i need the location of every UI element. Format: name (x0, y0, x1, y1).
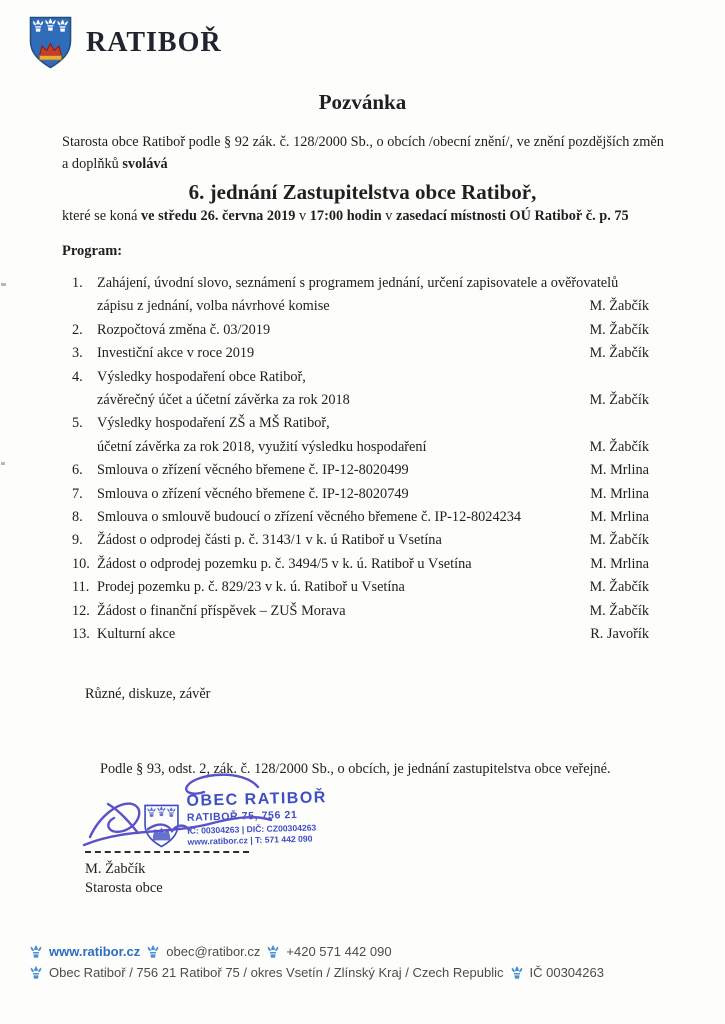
program-item-number: 9. (72, 532, 83, 549)
scan-artifact (1, 283, 6, 286)
program-row (62, 436, 649, 459)
intro-paragraph (62, 131, 664, 175)
program-item-presenter: M. Žabčík (589, 392, 649, 409)
scan-artifact (1, 462, 5, 465)
intro-text: Starosta obce Ratiboř podle § 92 zák. č. 128/2000 Sb., o obcích /obecní znění/, ve znění pozdějších změn a doplňků (62, 134, 664, 172)
footer-email: obec@ratibor.cz (166, 944, 261, 959)
program-item-text: Žádost o odprodej části p. č. 3143/1 v k. ú Ratiboř u Vsetína (97, 532, 442, 549)
program-item-presenter: R. Javořík (590, 626, 649, 643)
program-item-text: Smlouva o zřízení věcného břemene č. IP-12-8020749 (97, 485, 409, 502)
program-item-text: Výsledky hospodaření obce Ratiboř, (97, 368, 306, 385)
municipality-logo (28, 15, 222, 70)
signatory-name: M. Žabčík (85, 861, 146, 877)
program-item-presenter: M. Mrlina (590, 485, 649, 502)
program-row (62, 272, 649, 295)
program-row (62, 295, 649, 318)
program-item-presenter: M. Mrlina (590, 555, 649, 572)
program-item-text: Rozpočtová změna č. 03/2019 (97, 321, 271, 338)
program-row (62, 319, 649, 342)
lily-icon (267, 945, 279, 959)
program-item-number: 13. (72, 626, 90, 643)
program-item-presenter: M. Žabčík (589, 532, 649, 549)
program-item-text: Výsledky hospodaření ZŠ a MŠ Ratiboř, (97, 415, 330, 432)
program-item-text: Zahájení, úvodní slovo, seznámení s programem jednání, určení zapisovatele a ověřovatelů (97, 275, 619, 291)
program-item-number: 7. (72, 485, 83, 502)
program-item-text: zápisu z jednání, volba návrhové komise (97, 298, 330, 315)
footer-website: www.ratibor.cz (49, 944, 141, 959)
program-row (62, 483, 649, 506)
program-row (62, 600, 649, 623)
program-item-number: 4. (72, 368, 83, 385)
intro-bold: svolává (122, 156, 168, 172)
program-item-number: 8. (72, 509, 83, 526)
program-item-text: Žádost o finanční příspěvek – ZUŠ Morava (97, 602, 346, 619)
program-item-text: Smlouva o zřízení věcného břemene č. IP-12-8020499 (97, 462, 409, 479)
program-item-presenter: M. Mrlina (590, 462, 649, 479)
program-row (62, 342, 649, 365)
program-item-presenter: M. Mrlina (590, 509, 649, 526)
program-row (62, 576, 649, 599)
program-row (62, 412, 649, 435)
program-row (62, 529, 649, 552)
signatory-block (85, 860, 163, 898)
program-item-number: 6. (72, 462, 83, 479)
program-item-number: 3. (72, 345, 83, 362)
program-item-text: Kulturní akce (97, 626, 176, 643)
program-row (62, 623, 649, 646)
program-item-text: účetní závěrka za rok 2018, využití výsledku hospodaření (97, 438, 427, 455)
footer-address: Obec Ratiboř / 756 21 Ratiboř 75 / okres Vsetín / Zlínský Kraj / Czech Republic (49, 965, 504, 980)
meeting-when-line (62, 208, 664, 225)
lily-icon (147, 945, 159, 959)
when-sep2: v (381, 208, 396, 224)
program-item-presenter: M. Žabčík (589, 602, 649, 619)
signatory-role: Starosta obce (85, 880, 163, 896)
lily-icon (30, 945, 42, 959)
footer-ic: IČ 00304263 (529, 965, 604, 980)
program-item-number: 12. (72, 602, 90, 619)
program-closing: Různé, diskuze, závěr (85, 686, 211, 702)
when-prefix: které se koná (62, 208, 141, 224)
program-item-presenter: M. Žabčík (589, 345, 649, 362)
meeting-heading: 6. jednání Zastupitelstva obce Ratiboř, (188, 180, 537, 204)
when-place: zasedací místnosti OÚ Ratiboř č. p. 75 (395, 208, 629, 224)
program-item-presenter: M. Žabčík (589, 579, 649, 596)
footer-contact-row (30, 941, 604, 962)
logo-wordmark: RATIBOŘ (86, 26, 222, 58)
program-item-presenter: M. Žabčík (589, 321, 649, 338)
lily-icon (30, 966, 42, 980)
program-item-text: Žádost o odprodej pozemku p. č. 3494/5 v k. ú. Ratiboř u Vsetína (97, 555, 472, 572)
program-item-number: 11. (72, 579, 90, 596)
when-time: 17:00 hodin (309, 208, 382, 224)
footer-address-row (30, 962, 604, 983)
program-list (62, 272, 649, 647)
program-row (62, 553, 649, 576)
program-row (62, 459, 649, 482)
program-item-number: 5. (72, 415, 83, 432)
footer-phone: +420 571 442 090 (286, 944, 392, 959)
public-meeting-note: Podle § 93, odst. 2, zák. č. 128/2000 Sb., o obcích, je jednání zastupitelstva obce veřejné. (100, 761, 611, 777)
program-item-text: Smlouva o smlouvě budoucí o zřízení věcného břemene č. IP-12-8024234 (97, 509, 522, 526)
when-sep: v (295, 208, 310, 224)
stamp-contact: www.ratibor.cz | T: 571 442 090 (187, 833, 313, 847)
page-footer (30, 941, 604, 983)
stamp-and-signature (80, 779, 380, 869)
program-item-number: 1. (72, 275, 83, 291)
stamp-municipality: OBEC RATIBOŘ (186, 789, 328, 810)
handwritten-signature (68, 773, 338, 863)
program-item-number: 2. (72, 321, 83, 338)
when-date: ve středu 26. června 2019 (141, 208, 296, 224)
document-title: Pozvánka (318, 90, 407, 114)
program-item-text: závěrečný účet a účetní závěrka za rok 2018 (97, 392, 350, 409)
lily-icon (511, 966, 523, 980)
program-item-presenter: M. Žabčík (589, 438, 649, 455)
stamp-address: RATIBOŘ 75, 756 21 (186, 808, 298, 824)
coat-of-arms-icon (28, 15, 73, 70)
program-item-presenter: M. Žabčík (589, 298, 649, 315)
program-label: Program: (62, 243, 123, 259)
program-item-text: Prodej pozemku p. č. 829/23 v k. ú. Ratiboř u Vsetína (97, 579, 405, 596)
stamp-ids: IČ: 00304263 | DIČ: CZ00304263 (187, 821, 317, 836)
program-item-number: 10. (72, 555, 90, 572)
program-row (62, 366, 649, 389)
program-item-text: Investiční akce v roce 2019 (97, 345, 255, 362)
program-row (62, 389, 649, 412)
program-row (62, 506, 649, 529)
